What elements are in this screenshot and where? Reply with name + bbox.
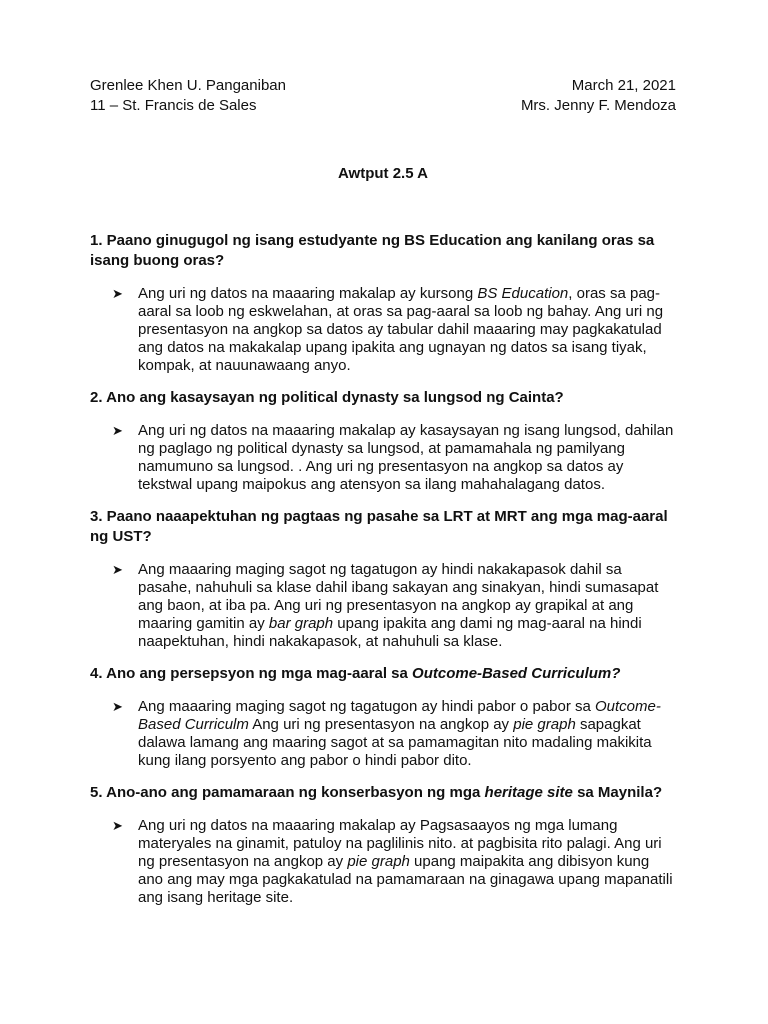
answer-3-text: Ang maaaring maging sagot ng tagatugon ay hindi nakakapasok dahil sa pasahe, nahuhuli sa klase dahil ibang sakayan ang sinakyan, hindi sumasapat ang baon, at iba pa. Ang uri ng presentasyon na angkop ay grapikal at ang maaring gamitin ay bar graph upang ipakita ang dami ng mag-aaral na hindi naapektuhan, hindi nakakapasok, at nahuhuli sa klase. [138, 561, 659, 650]
answer-5 [112, 817, 676, 907]
answer-1-text: Ang uri ng datos na maaaring makalap ay kursong BS Education, oras sa pag-aaral sa loob ng eskwelahan, at oras sa pag-aaral sa loob ng bahay. Ang uri ng presentasyon na angkop sa datos ay tabular dahil maaaring may pagkakatulad ang datos na makakalap upang ipakita ang ugnayan ng datos sa isang tiyak, kompak, at nauunawaang anyo. [138, 285, 664, 374]
arrowhead-bullet-icon: ➤ [112, 423, 123, 438]
answer-2-text: Ang uri ng datos na maaaring makalap ay kasaysayan ng isang lungsod, dahilan ng paglago ng political dynasty sa lungsod, at pamamahala ng pamilyang namumuno sa lungsod. . Ang uri ng presentasyon na angkop sa datos ay tekstwal upang maipokus ang atensyon sa ilang mahahalagang datos. [138, 422, 674, 493]
document-page [90, 76, 676, 920]
document-title: Awtput 2.5 A [337, 165, 428, 182]
question-1: 1. Paano ginugugol ng isang estudyante ng BS Education ang kanilang oras sa isang buong oras? [90, 232, 655, 269]
question-5: 5. Ano-ano ang pamamaraan ng konserbasyon ng mga heritage site sa Maynila? [90, 784, 663, 801]
document-date: March 21, 2021 [571, 77, 676, 94]
arrowhead-bullet-icon: ➤ [112, 286, 123, 301]
question-3: 3. Paano naaapektuhan ng pagtaas ng pasahe sa LRT at MRT ang mga mag-aaral ng UST? [90, 508, 668, 545]
student-name: Grenlee Khen U. Panganiban [90, 77, 286, 94]
answer-4-text: Ang maaaring maging sagot ng tagatugon ay hindi pabor o pabor sa Outcome-Based Curriculm Ang uri ng presentasyon na angkop ay pie graph sapagkat dalawa lamang ang maaring sagot at sa pamamagitan nito madaling makikita kung ilang porsyento ang pabor o hindi pabor dito. [138, 698, 661, 769]
teacher-name: Mrs. Jenny F. Mendoza [520, 97, 676, 114]
header-left [90, 76, 286, 116]
question-2: 2. Ano ang kasaysayan ng political dynasty sa lungsod ng Cainta? [90, 389, 564, 406]
question-4: 4. Ano ang persepsyon ng mga mag-aaral sa Outcome-Based Curriculum? [90, 665, 621, 682]
answer-2 [112, 422, 676, 494]
answer-1 [112, 285, 676, 375]
answer-3 [112, 561, 676, 651]
arrowhead-bullet-icon: ➤ [112, 699, 123, 714]
document-header [90, 76, 676, 116]
answer-5-text: Ang uri ng datos na maaaring makalap ay Pagsasaayos ng mga lumang materyales na ginamit, patuloy na paglilinis nito. at pagbisita rito palagi. Ang uri ng presentasyon na angkop ay pie graph upang maipakita ang dibisyon kung ano ang may mga pagkakatulad na pamamaraan na ginagawa upang mapanatili ang isang heritage site. [138, 817, 673, 906]
answer-4 [112, 698, 676, 770]
arrowhead-bullet-icon: ➤ [112, 562, 123, 577]
arrowhead-bullet-icon: ➤ [112, 818, 123, 833]
student-section: 11 – St. Francis de Sales [90, 97, 257, 114]
header-right [521, 76, 676, 116]
